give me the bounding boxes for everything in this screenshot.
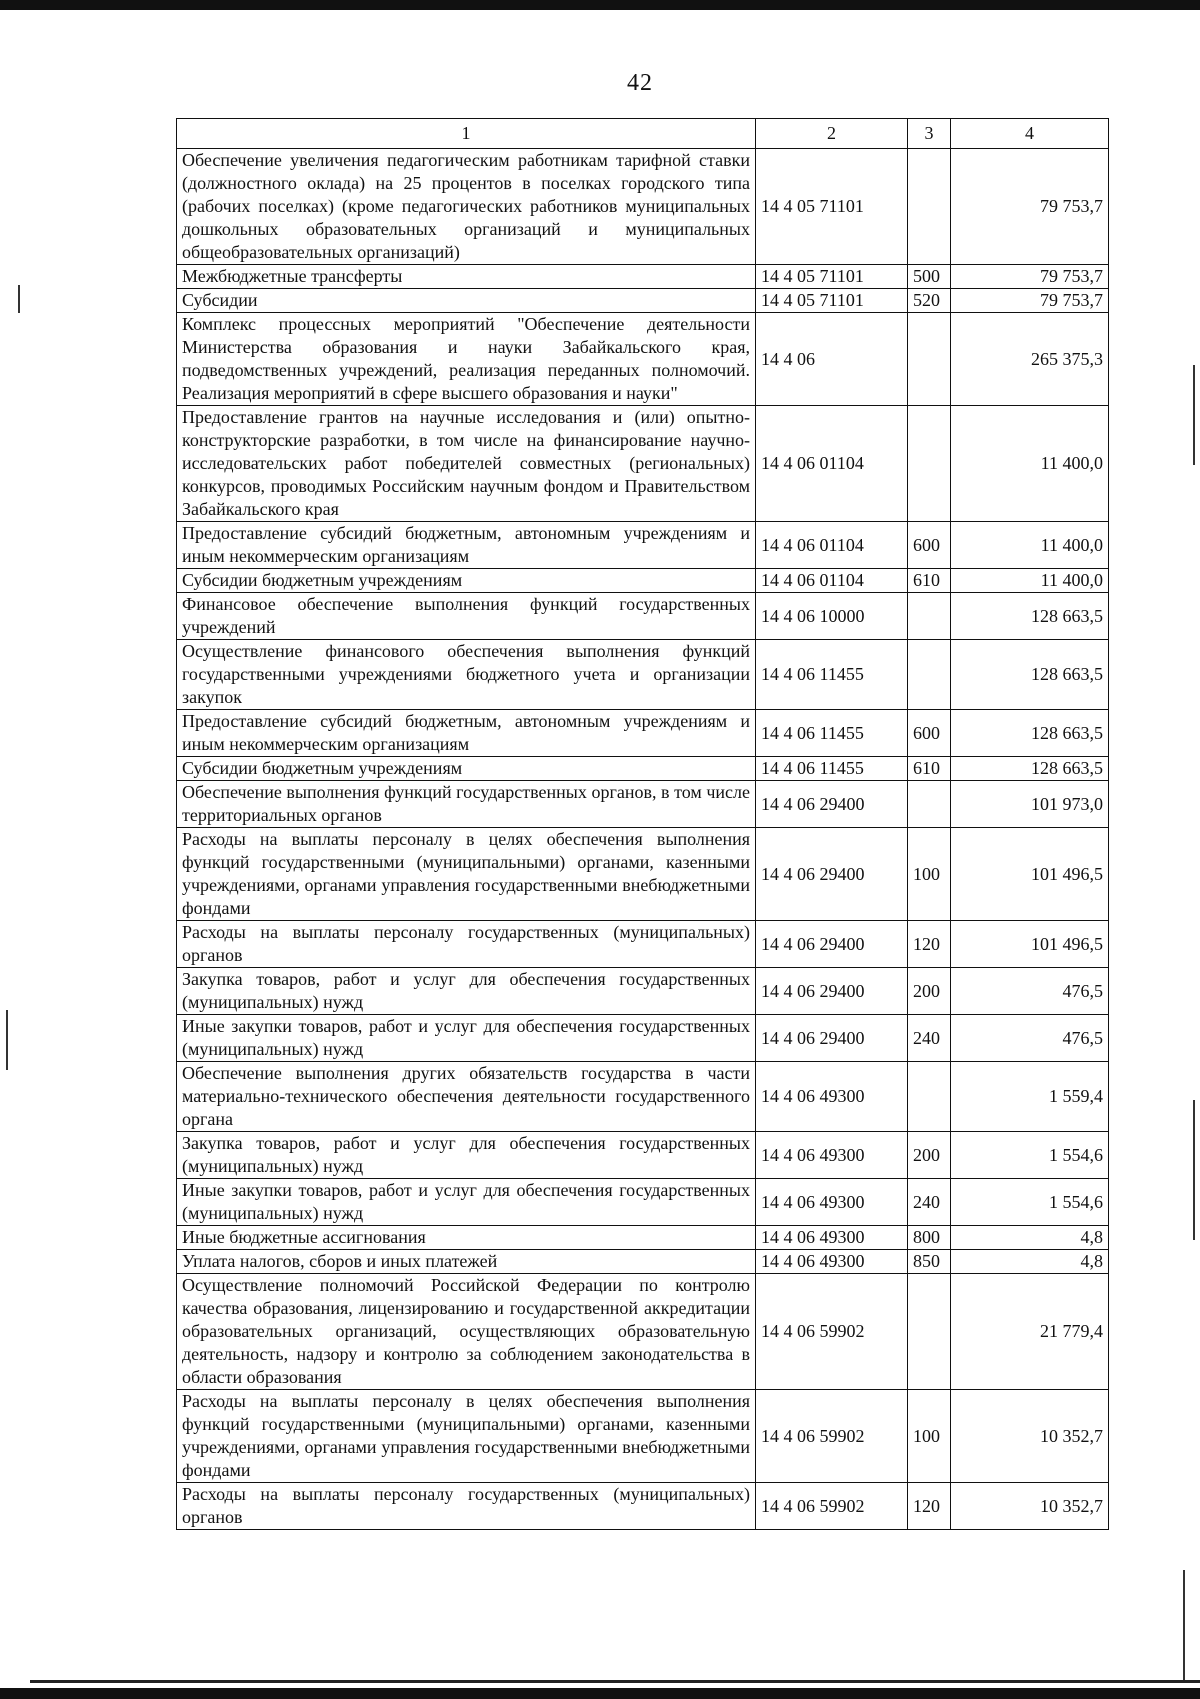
row-amount-cell: 4,8: [951, 1250, 1109, 1274]
row-name-cell: Осуществление финансового обеспечения выполнения функций государственными учреждениями бюджетного учета и организации закупок: [177, 640, 756, 710]
row-type-cell: 200: [908, 1132, 951, 1179]
row-type-cell: [908, 149, 951, 265]
row-amount-cell: 101 973,0: [951, 781, 1109, 828]
table-row: [177, 1015, 1109, 1062]
row-code-cell: 14 4 06 11455: [756, 757, 908, 781]
row-name-cell: Предоставление субсидий бюджетным, автономным учреждениям и иным некоммерческим организациям: [177, 522, 756, 569]
row-code-cell: 14 4 06: [756, 313, 908, 406]
row-type-cell: 120: [908, 921, 951, 968]
page-number: 42: [627, 70, 653, 96]
row-type-cell: 800: [908, 1226, 951, 1250]
row-amount-cell: 11 400,0: [951, 522, 1109, 569]
column-header-3: 3: [908, 119, 951, 149]
scan-margin-mark: [6, 1010, 8, 1070]
column-header-4: 4: [951, 119, 1109, 149]
table-row: [177, 569, 1109, 593]
row-name-cell: Финансовое обеспечение выполнения функций государственных учреждений: [177, 593, 756, 640]
row-name-cell: Закупка товаров, работ и услуг для обеспечения государственных (муниципальных) нужд: [177, 1132, 756, 1179]
table-row: [177, 1274, 1109, 1390]
row-amount-cell: 4,8: [951, 1226, 1109, 1250]
row-type-cell: [908, 313, 951, 406]
row-code-cell: 14 4 06 59902: [756, 1390, 908, 1483]
table-row: [177, 640, 1109, 710]
table-row: [177, 757, 1109, 781]
row-name-cell: Предоставление грантов на научные исследования и (или) опытно-конструкторские разработки, в том числе на финансирование научно-исследовательских работ победителей совместных (региональных) конкурсов, проводимых Российским научным фондом и Правительством Забайкальского края: [177, 406, 756, 522]
row-type-cell: [908, 1062, 951, 1132]
row-amount-cell: 10 352,7: [951, 1483, 1109, 1530]
row-name-cell: Иные закупки товаров, работ и услуг для обеспечения государственных (муниципальных) нужд: [177, 1179, 756, 1226]
table-row: [177, 1226, 1109, 1250]
row-name-cell: Предоставление субсидий бюджетным, автономным учреждениям и иным некоммерческим организациям: [177, 710, 756, 757]
row-type-cell: 600: [908, 710, 951, 757]
row-amount-cell: 79 753,7: [951, 289, 1109, 313]
row-type-cell: [908, 406, 951, 522]
row-code-cell: 14 4 06 29400: [756, 828, 908, 921]
row-name-cell: Иные бюджетные ассигнования: [177, 1226, 756, 1250]
row-amount-cell: 1 554,6: [951, 1179, 1109, 1226]
row-name-cell: Закупка товаров, работ и услуг для обеспечения государственных (муниципальных) нужд: [177, 968, 756, 1015]
row-code-cell: 14 4 06 29400: [756, 1015, 908, 1062]
row-type-cell: 120: [908, 1483, 951, 1530]
row-name-cell: Расходы на выплаты персоналу в целях обеспечения выполнения функций государственными (муниципальными) органами, казенными учреждениями, органами управления государственными внебюджетными фондами: [177, 1390, 756, 1483]
row-name-cell: Межбюджетные трансферты: [177, 265, 756, 289]
row-amount-cell: 128 663,5: [951, 757, 1109, 781]
row-name-cell: Комплекс процессных мероприятий "Обеспечение деятельности Министерства образования и науки Забайкальского края, подведомственных учреждений, реализация переданных полномочий. Реализация мероприятий в сфере высшего образования и науки": [177, 313, 756, 406]
table-row: [177, 289, 1109, 313]
scan-margin-mark: [1193, 1100, 1195, 1240]
column-header-1: 1: [177, 119, 756, 149]
row-code-cell: 14 4 06 59902: [756, 1483, 908, 1530]
table-row: [177, 522, 1109, 569]
table-row: [177, 781, 1109, 828]
row-name-cell: Расходы на выплаты персоналу государственных (муниципальных) органов: [177, 921, 756, 968]
row-name-cell: Расходы на выплаты персоналу государственных (муниципальных) органов: [177, 1483, 756, 1530]
row-amount-cell: 1 554,6: [951, 1132, 1109, 1179]
row-code-cell: 14 4 06 49300: [756, 1062, 908, 1132]
row-amount-cell: 79 753,7: [951, 265, 1109, 289]
row-type-cell: 240: [908, 1179, 951, 1226]
row-amount-cell: 10 352,7: [951, 1390, 1109, 1483]
row-amount-cell: 476,5: [951, 1015, 1109, 1062]
column-header-2: 2: [756, 119, 908, 149]
row-amount-cell: 11 400,0: [951, 569, 1109, 593]
row-name-cell: Иные закупки товаров, работ и услуг для обеспечения государственных (муниципальных) нужд: [177, 1015, 756, 1062]
table-header-row: [177, 119, 1109, 149]
table-row: [177, 968, 1109, 1015]
row-amount-cell: 476,5: [951, 968, 1109, 1015]
scan-bottom-line: [30, 1680, 1200, 1683]
row-name-cell: Уплата налогов, сборов и иных платежей: [177, 1250, 756, 1274]
row-name-cell: Субсидии бюджетным учреждениям: [177, 757, 756, 781]
scan-margin-mark: [18, 285, 20, 313]
table-row: [177, 1483, 1109, 1530]
row-name-cell: Субсидии: [177, 289, 756, 313]
scan-bottom-border: [0, 1688, 1200, 1699]
row-amount-cell: 11 400,0: [951, 406, 1109, 522]
table-row: [177, 1390, 1109, 1483]
table-row: [177, 149, 1109, 265]
row-type-cell: 850: [908, 1250, 951, 1274]
table-row: [177, 1179, 1109, 1226]
row-type-cell: 600: [908, 522, 951, 569]
table-row: [177, 313, 1109, 406]
row-code-cell: 14 4 06 11455: [756, 710, 908, 757]
row-code-cell: 14 4 06 59902: [756, 1274, 908, 1390]
table-row: [177, 1250, 1109, 1274]
row-amount-cell: 128 663,5: [951, 593, 1109, 640]
row-amount-cell: 101 496,5: [951, 828, 1109, 921]
row-code-cell: 14 4 06 29400: [756, 921, 908, 968]
row-amount-cell: 1 559,4: [951, 1062, 1109, 1132]
row-type-cell: 610: [908, 569, 951, 593]
row-type-cell: 100: [908, 1390, 951, 1483]
row-type-cell: [908, 640, 951, 710]
table-body: [177, 149, 1109, 1530]
row-code-cell: 14 4 06 10000: [756, 593, 908, 640]
row-type-cell: 200: [908, 968, 951, 1015]
row-amount-cell: 101 496,5: [951, 921, 1109, 968]
row-type-cell: 100: [908, 828, 951, 921]
row-name-cell: Расходы на выплаты персоналу в целях обеспечения выполнения функций государственными (муниципальными) органами, казенными учреждениями, органами управления государственными внебюджетными фондами: [177, 828, 756, 921]
row-type-cell: [908, 593, 951, 640]
row-name-cell: Осуществление полномочий Российской Федерации по контролю качества образования, лицензированию и государственной аккредитации образовательных организаций, осуществляющих образовательную деятельность, надзору и контролю за соблюдением законодательства в области образования: [177, 1274, 756, 1390]
row-type-cell: [908, 781, 951, 828]
scan-margin-mark: [1183, 1570, 1185, 1680]
row-type-cell: 500: [908, 265, 951, 289]
row-name-cell: Обеспечение увеличения педагогическим работникам тарифной ставки (должностного оклада) на 25 процентов в поселках городского типа (рабочих поселках) (кроме педагогических работников муниципальных дошкольных образовательных организаций и муниципальных общеобразовательных организаций): [177, 149, 756, 265]
scan-margin-mark: [1193, 365, 1195, 465]
row-code-cell: 14 4 06 29400: [756, 781, 908, 828]
table-row: [177, 406, 1109, 522]
table-row: [177, 265, 1109, 289]
row-code-cell: 14 4 06 49300: [756, 1132, 908, 1179]
scan-top-border: [0, 0, 1200, 10]
row-code-cell: 14 4 06 49300: [756, 1250, 908, 1274]
row-code-cell: 14 4 06 49300: [756, 1179, 908, 1226]
table-row: [177, 593, 1109, 640]
row-name-cell: Обеспечение выполнения функций государственных органов, в том числе территориальных органов: [177, 781, 756, 828]
table-row: [177, 921, 1109, 968]
row-code-cell: 14 4 06 11455: [756, 640, 908, 710]
row-amount-cell: 128 663,5: [951, 710, 1109, 757]
table-row: [177, 1132, 1109, 1179]
row-type-cell: 610: [908, 757, 951, 781]
table-row: [177, 1062, 1109, 1132]
row-code-cell: 14 4 05 71101: [756, 265, 908, 289]
row-amount-cell: 21 779,4: [951, 1274, 1109, 1390]
row-code-cell: 14 4 05 71101: [756, 289, 908, 313]
budget-table: [176, 118, 1109, 1530]
row-code-cell: 14 4 06 01104: [756, 522, 908, 569]
row-type-cell: 520: [908, 289, 951, 313]
row-amount-cell: 265 375,3: [951, 313, 1109, 406]
row-amount-cell: 128 663,5: [951, 640, 1109, 710]
row-type-cell: 240: [908, 1015, 951, 1062]
row-type-cell: [908, 1274, 951, 1390]
row-name-cell: Субсидии бюджетным учреждениям: [177, 569, 756, 593]
row-code-cell: 14 4 06 01104: [756, 569, 908, 593]
row-code-cell: 14 4 05 71101: [756, 149, 908, 265]
table-row: [177, 828, 1109, 921]
table-row: [177, 710, 1109, 757]
row-amount-cell: 79 753,7: [951, 149, 1109, 265]
row-code-cell: 14 4 06 29400: [756, 968, 908, 1015]
row-code-cell: 14 4 06 01104: [756, 406, 908, 522]
row-code-cell: 14 4 06 49300: [756, 1226, 908, 1250]
row-name-cell: Обеспечение выполнения других обязательств государства в части материально-технического обеспечения деятельности государственного органа: [177, 1062, 756, 1132]
